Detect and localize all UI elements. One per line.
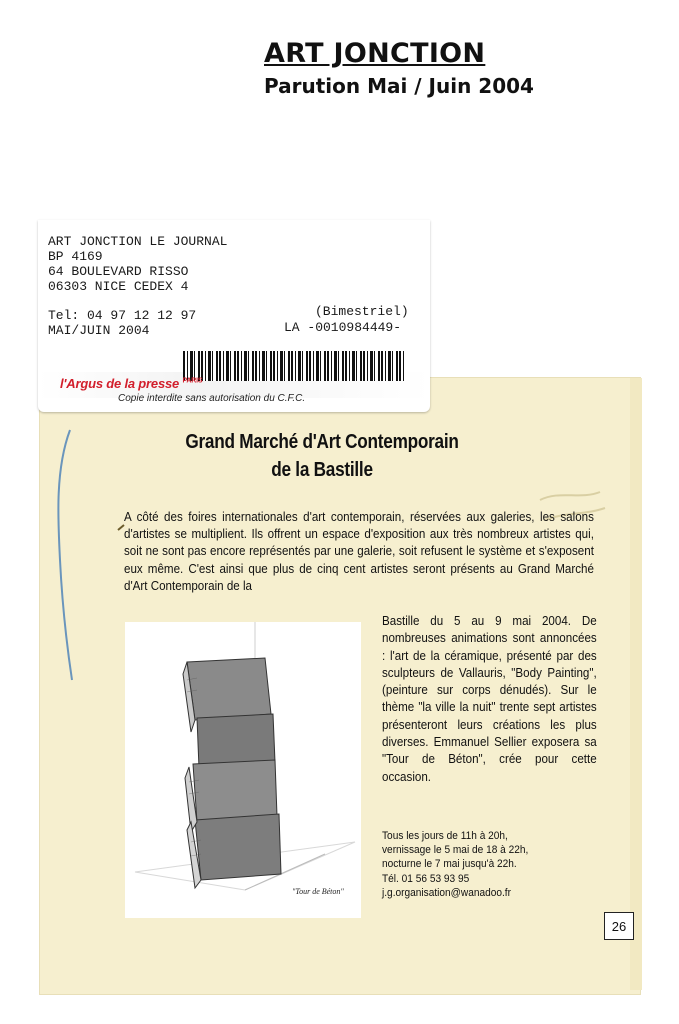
article-column-text: Bastille du 5 au 9 mai 2004. De nombreuses animations sont annoncées : l'art de la céramique, présenté par des sculpteurs de Vallauris, "Body Painting", (peinture sur corps dénudés). Sur le thème "la ville la nuit" trente sept artistes présenteront leurs créations les plus diverses. Emmanuel Sellier exposera sa "Tour de Béton", crée pour cette occasion. [382,613,597,784]
argus-brand: l'Argus de la presse [60,376,180,391]
address-line: 06303 NICE CEDEX 4 [48,279,189,294]
article-title-line: Grand Marché d'Art Contemporain [185,431,459,453]
article-intro-text: A côté des foires internationales d'art contemporain, réservées aux galeries, les salons d'artistes se multiplient. Ils offrent un espace d'exposition aux très nombreux artistes qui, soit ne sont pas encore représentés par une galerie, soit refusent le système et s'exposent eux même. C'est ainsi que plus de cinq cent artistes seront présents au Grand Marché d'Art Contemporain de la [124,509,594,593]
info-line: Tél. 01 56 53 93 95 [382,872,470,885]
address-line: ART JONCTION LE JOURNAL [48,234,228,249]
article-title [150,428,494,484]
address-line: BP 4169 [48,249,103,264]
copyright-notice: Copie interdite sans autorisation du C.F.C. [118,393,306,404]
document-subtitle: Parution Mai / Juin 2004 [264,74,534,98]
frequency-label: (Bimestriel) [315,304,409,319]
info-line: nocturne le 7 mai jusqu'à 22h. [382,858,517,871]
info-line: vernissage le 5 mai de 18 à 22h, [382,844,529,857]
sculpture-photo [125,622,361,918]
argus-logo [60,376,202,391]
info-line: Tous les jours de 11h à 20h, [382,830,508,842]
article-title-line: de la Bastille [271,459,373,481]
document-title: ART JONCTION [264,38,486,69]
info-line: j.g.organisation@wanadoo.fr [382,886,511,899]
argus-city: PARIS [182,377,203,385]
issue-date: MAI/JUIN 2004 [48,323,150,338]
address-line: 64 BOULEVARD RISSO [48,264,189,279]
publisher-contact [48,308,196,338]
tower-illustration [125,622,361,918]
argus-label [38,220,430,412]
event-info [382,829,528,900]
publisher-address [48,234,227,294]
article-intro [124,508,594,594]
photo-caption: "Tour de Béton" [292,887,344,896]
page-number: 26 [604,912,634,940]
barcode [183,351,405,381]
phone-number: Tel: 04 97 12 12 97 [48,308,197,323]
reference-number: LA -0010984449- [284,320,402,335]
